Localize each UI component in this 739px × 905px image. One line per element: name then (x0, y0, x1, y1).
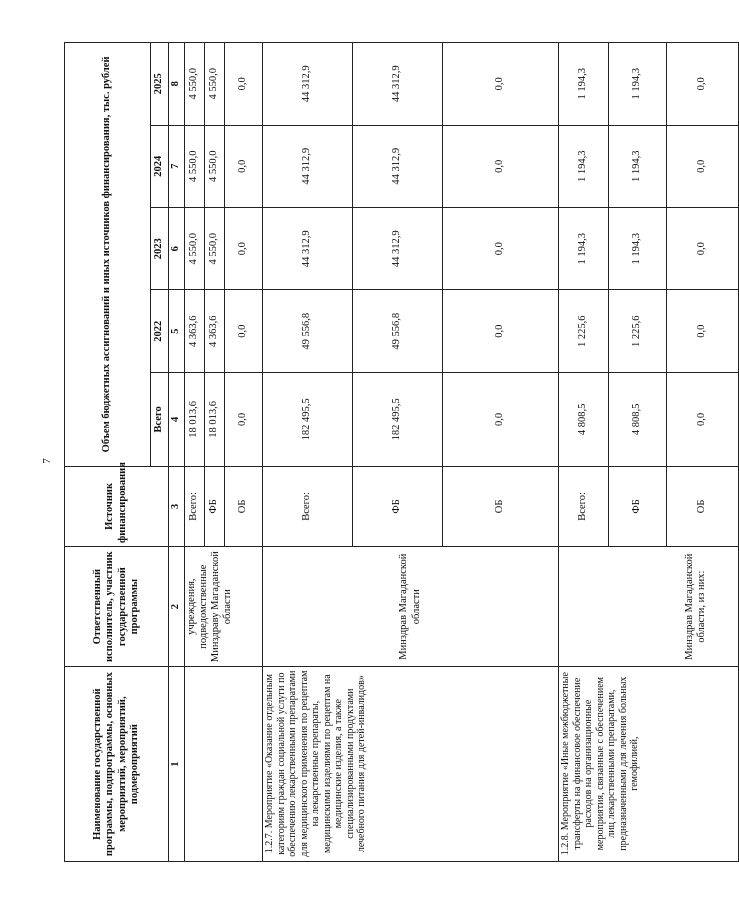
col-number: 8 (169, 43, 185, 126)
value-cell: 1 194,3 (559, 207, 609, 289)
value-cell: 0,0 (667, 125, 739, 207)
source-cell: ОБ (225, 466, 263, 546)
value-cell: 0,0 (667, 207, 739, 289)
value-cell: 44 312,9 (353, 43, 443, 126)
source-cell: Всего: (263, 466, 353, 546)
value-cell: 49 556,8 (353, 290, 443, 372)
col-number: 5 (169, 290, 185, 372)
table-row (263, 43, 353, 862)
col-number: 7 (169, 125, 185, 207)
value-cell: 0,0 (225, 290, 263, 372)
source-cell: ОБ (443, 466, 559, 546)
value-cell: 1 194,3 (559, 125, 609, 207)
total-cell: 18 013,6 (185, 372, 205, 466)
value-cell: 4 550,0 (185, 207, 205, 289)
header-row (65, 43, 151, 862)
col-number: 3 (169, 466, 185, 546)
value-cell: 4 550,0 (205, 43, 225, 126)
value-cell: 4 550,0 (205, 207, 225, 289)
value-cell: 44 312,9 (353, 125, 443, 207)
value-cell: 49 556,8 (263, 290, 353, 372)
funding-table (64, 42, 739, 862)
value-cell: 4 550,0 (185, 125, 205, 207)
continuation-name-cell (185, 667, 263, 862)
header-total: Всего (151, 372, 169, 466)
value-cell: 1 194,3 (609, 125, 667, 207)
value-cell: 1 194,3 (609, 207, 667, 289)
value-cell: 0,0 (443, 290, 559, 372)
total-cell: 182 495,5 (263, 372, 353, 466)
total-cell: 0,0 (225, 372, 263, 466)
source-cell: ФБ (353, 466, 443, 546)
header-executor: Ответственный исполнитель, участник государственной программы (65, 547, 169, 667)
value-cell: 4 550,0 (185, 43, 205, 126)
measure-name-cell: 1.2.8. Мероприятие «Иные межбюджетные трансферты на финансовое обеспечение расходов на организационные мероприятия, связанные с обеспечением лиц лекарственными препаратами, предназначенными для лечения больных гемофилией, (559, 667, 739, 862)
total-cell: 4 808,5 (559, 372, 609, 466)
header-year-2025: 2025 (151, 43, 169, 126)
total-cell: 18 013,6 (205, 372, 225, 466)
executor-cell: Минздрав Магаданской области, из них: (559, 547, 739, 667)
value-cell: 1 194,3 (609, 43, 667, 126)
header-name: Наименование государственной программы, подпрограммы, основных мероприятий, мероприятий, подмероприятий (65, 667, 169, 862)
header-source: Источник финансирования (65, 466, 169, 546)
total-cell: 182 495,5 (353, 372, 443, 466)
col-number: 4 (169, 372, 185, 466)
source-cell: ФБ (609, 466, 667, 546)
value-cell: 1 194,3 (559, 43, 609, 126)
table-row (559, 43, 609, 862)
value-cell: 0,0 (225, 43, 263, 126)
header-year-2023: 2023 (151, 207, 169, 289)
total-cell: 0,0 (443, 372, 559, 466)
source-cell: ФБ (205, 466, 225, 546)
source-cell: Всего: (185, 466, 205, 546)
total-cell: 4 808,5 (609, 372, 667, 466)
value-cell: 0,0 (443, 43, 559, 126)
header-funding-group: Объем бюджетных ассигнований и иных источников финансирования, тыс. рублей (65, 43, 151, 467)
value-cell: 44 312,9 (263, 125, 353, 207)
value-cell: 1 225,6 (559, 290, 609, 372)
executor-cell: учреждения, подведомственные Минздраву Магаданской области (185, 547, 263, 667)
executor-cell: Минздрав Магаданской области (263, 547, 559, 667)
column-numbers-row (169, 43, 185, 862)
source-cell: ОБ (667, 466, 739, 546)
page-number: 7 (40, 458, 53, 464)
header-year-2022: 2022 (151, 290, 169, 372)
value-cell: 4 363,6 (205, 290, 225, 372)
value-cell: 0,0 (667, 290, 739, 372)
source-cell: Всего: (559, 466, 609, 546)
value-cell: 44 312,9 (263, 207, 353, 289)
value-cell: 0,0 (225, 207, 263, 289)
col-number: 1 (169, 667, 185, 862)
value-cell: 0,0 (443, 207, 559, 289)
value-cell: 1 225,6 (609, 290, 667, 372)
table-row (185, 43, 205, 862)
measure-name-cell: 1.2.7. Мероприятие «Оказание отдельным категориям граждан социальной услуги по обеспечению лекарственными препаратами для медицинского применения по рецептам на лекарственные препараты, медицинскими изделиями по рецептам на медицинские изделия, а также специализированными продуктами лечебного питания для детей-инвалидов» (263, 667, 559, 862)
col-number: 6 (169, 207, 185, 289)
value-cell: 44 312,9 (263, 43, 353, 126)
rotated-page-content (64, 42, 708, 862)
value-cell: 0,0 (225, 125, 263, 207)
header-year-2024: 2024 (151, 125, 169, 207)
value-cell: 4 550,0 (205, 125, 225, 207)
value-cell: 0,0 (667, 43, 739, 126)
total-cell: 0,0 (667, 372, 739, 466)
value-cell: 0,0 (443, 125, 559, 207)
value-cell: 44 312,9 (353, 207, 443, 289)
value-cell: 4 363,6 (185, 290, 205, 372)
col-number: 2 (169, 547, 185, 667)
